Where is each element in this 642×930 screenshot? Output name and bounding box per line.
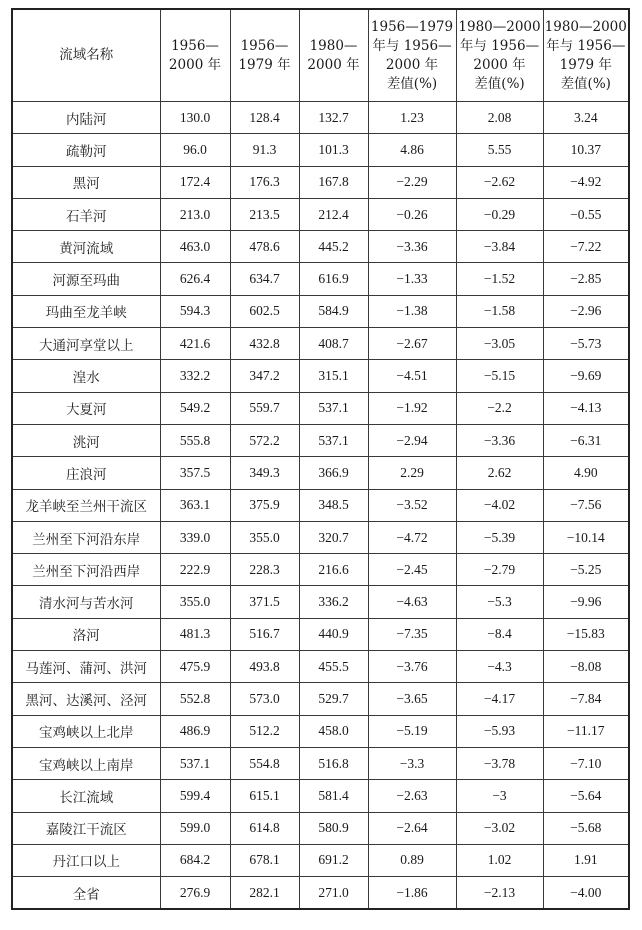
- value-cell: 432.8: [230, 328, 299, 360]
- header-line: 1956—: [240, 37, 289, 54]
- value-cell: 176.3: [230, 166, 299, 198]
- value-cell: 167.8: [299, 166, 368, 198]
- value-cell: 493.8: [230, 651, 299, 683]
- value-cell: 2.29: [368, 457, 456, 489]
- basin-name-cell: 湟水: [12, 360, 160, 392]
- value-cell: 4.90: [543, 457, 629, 489]
- basin-name-cell: 疏勒河: [12, 134, 160, 166]
- value-cell: −4.00: [543, 877, 629, 910]
- header-line: 1980—: [309, 37, 358, 54]
- value-cell: −1.33: [368, 263, 456, 295]
- value-cell: 463.0: [160, 231, 230, 263]
- value-cell: −4.72: [368, 521, 456, 553]
- value-cell: −3.36: [456, 424, 543, 456]
- value-cell: −3.84: [456, 231, 543, 263]
- value-cell: −9.96: [543, 586, 629, 618]
- value-cell: −2.64: [368, 812, 456, 844]
- value-cell: 128.4: [230, 102, 299, 134]
- table-row: [12, 618, 629, 650]
- basin-name-cell: 马莲河、蒲河、洪河: [12, 651, 160, 683]
- value-cell: 626.4: [160, 263, 230, 295]
- value-cell: −2.63: [368, 780, 456, 812]
- value-cell: −2.2: [456, 392, 543, 424]
- value-cell: 602.5: [230, 295, 299, 327]
- basin-name-cell: 兰州至下河沿东岸: [12, 521, 160, 553]
- value-cell: −8.4: [456, 618, 543, 650]
- value-cell: 581.4: [299, 780, 368, 812]
- value-cell: −5.68: [543, 812, 629, 844]
- value-cell: 440.9: [299, 618, 368, 650]
- basin-name-cell: 洛河: [12, 618, 160, 650]
- value-cell: 96.0: [160, 134, 230, 166]
- table-row: [12, 877, 629, 910]
- basin-name-cell: 宝鸡峡以上南岸: [12, 747, 160, 779]
- value-cell: −5.73: [543, 328, 629, 360]
- value-cell: −5.93: [456, 715, 543, 747]
- value-cell: 594.3: [160, 295, 230, 327]
- value-cell: 228.3: [230, 554, 299, 586]
- table-row: [12, 295, 629, 327]
- value-cell: −5.39: [456, 521, 543, 553]
- value-cell: 512.2: [230, 715, 299, 747]
- value-cell: 357.5: [160, 457, 230, 489]
- header-line: 1979 年: [559, 56, 612, 73]
- basin-name-cell: 清水河与苦水河: [12, 586, 160, 618]
- value-cell: 486.9: [160, 715, 230, 747]
- value-cell: 0.89: [368, 844, 456, 876]
- header-line: 1980—2000: [458, 18, 541, 35]
- value-cell: −3.78: [456, 747, 543, 779]
- table-row: [12, 198, 629, 230]
- basin-name-cell: 兰州至下河沿西岸: [12, 554, 160, 586]
- value-cell: −0.55: [543, 198, 629, 230]
- value-cell: −15.83: [543, 618, 629, 650]
- value-cell: 371.5: [230, 586, 299, 618]
- table-row: [12, 747, 629, 779]
- value-cell: 332.2: [160, 360, 230, 392]
- value-cell: 516.8: [299, 747, 368, 779]
- value-cell: −7.35: [368, 618, 456, 650]
- value-cell: 339.0: [160, 521, 230, 553]
- table-row: [12, 392, 629, 424]
- value-cell: −7.10: [543, 747, 629, 779]
- header-line: 差值(%): [386, 75, 438, 92]
- value-cell: −3.36: [368, 231, 456, 263]
- header-line: 年与 1956—: [459, 37, 540, 54]
- value-cell: −9.69: [543, 360, 629, 392]
- table-row: [12, 812, 629, 844]
- value-cell: 478.6: [230, 231, 299, 263]
- value-cell: 355.0: [160, 586, 230, 618]
- basin-name-cell: 龙羊峡至兰州干流区: [12, 489, 160, 521]
- value-cell: 172.4: [160, 166, 230, 198]
- table-row: [12, 489, 629, 521]
- header-line: 流域名称: [59, 47, 114, 63]
- column-header: [160, 9, 230, 102]
- table-row: [12, 554, 629, 586]
- value-cell: −2.29: [368, 166, 456, 198]
- value-cell: −4.63: [368, 586, 456, 618]
- basin-name-cell: 庄浪河: [12, 457, 160, 489]
- basin-name-cell: 丹江口以上: [12, 844, 160, 876]
- basin-name-cell: 大夏河: [12, 392, 160, 424]
- value-cell: −5.3: [456, 586, 543, 618]
- value-cell: 222.9: [160, 554, 230, 586]
- basin-name-cell: 黄河流域: [12, 231, 160, 263]
- value-cell: −2.94: [368, 424, 456, 456]
- value-cell: −2.62: [456, 166, 543, 198]
- value-cell: 614.8: [230, 812, 299, 844]
- value-cell: −1.92: [368, 392, 456, 424]
- value-cell: −1.86: [368, 877, 456, 910]
- value-cell: 1.02: [456, 844, 543, 876]
- precipitation-table: [11, 8, 630, 910]
- value-cell: 91.3: [230, 134, 299, 166]
- header-line: 年与 1956—: [372, 37, 452, 54]
- value-cell: 1.91: [543, 844, 629, 876]
- value-cell: 615.1: [230, 780, 299, 812]
- basin-name-cell: 洮河: [12, 424, 160, 456]
- header-line: 2000 年: [168, 56, 222, 73]
- value-cell: 458.0: [299, 715, 368, 747]
- value-cell: 216.6: [299, 554, 368, 586]
- basin-name-cell: 全省: [12, 877, 160, 910]
- table-row: [12, 134, 629, 166]
- value-cell: 554.8: [230, 747, 299, 779]
- column-header: [368, 9, 456, 102]
- table-row: [12, 521, 629, 553]
- basin-name-cell: 大通河享堂以上: [12, 328, 160, 360]
- value-cell: 445.2: [299, 231, 368, 263]
- value-cell: 349.3: [230, 457, 299, 489]
- value-cell: −2.85: [543, 263, 629, 295]
- value-cell: 2.08: [456, 102, 543, 134]
- table-row: [12, 328, 629, 360]
- value-cell: 616.9: [299, 263, 368, 295]
- value-cell: 475.9: [160, 651, 230, 683]
- value-cell: −5.64: [543, 780, 629, 812]
- table-row: [12, 231, 629, 263]
- value-cell: 549.2: [160, 392, 230, 424]
- basin-name-cell: 黑河、达溪河、泾河: [12, 683, 160, 715]
- header-line: 差值(%): [474, 75, 525, 92]
- table-row: [12, 263, 629, 295]
- column-header: [456, 9, 543, 102]
- value-cell: 132.7: [299, 102, 368, 134]
- value-cell: −0.29: [456, 198, 543, 230]
- value-cell: 1.23: [368, 102, 456, 134]
- value-cell: 408.7: [299, 328, 368, 360]
- header-line: 2000 年: [307, 56, 360, 73]
- table-row: [12, 360, 629, 392]
- value-cell: 5.55: [456, 134, 543, 166]
- table-row: [12, 780, 629, 812]
- value-cell: 366.9: [299, 457, 368, 489]
- value-cell: −2.79: [456, 554, 543, 586]
- value-cell: 529.7: [299, 683, 368, 715]
- value-cell: 348.5: [299, 489, 368, 521]
- value-cell: −8.08: [543, 651, 629, 683]
- value-cell: 552.8: [160, 683, 230, 715]
- value-cell: −4.51: [368, 360, 456, 392]
- header-line: 差值(%): [560, 75, 611, 92]
- value-cell: 276.9: [160, 877, 230, 910]
- value-cell: 678.1: [230, 844, 299, 876]
- value-cell: −7.56: [543, 489, 629, 521]
- value-cell: 363.1: [160, 489, 230, 521]
- table-row: [12, 651, 629, 683]
- value-cell: −5.15: [456, 360, 543, 392]
- value-cell: −1.58: [456, 295, 543, 327]
- value-cell: −3.52: [368, 489, 456, 521]
- value-cell: 555.8: [160, 424, 230, 456]
- value-cell: −0.26: [368, 198, 456, 230]
- table-row: [12, 102, 629, 134]
- header-line: 1980—2000: [544, 18, 627, 35]
- value-cell: 3.24: [543, 102, 629, 134]
- header-row: [12, 9, 629, 102]
- table-row: [12, 586, 629, 618]
- basin-name-cell: 玛曲至龙羊峡: [12, 295, 160, 327]
- value-cell: 691.2: [299, 844, 368, 876]
- basin-name-cell: 石羊河: [12, 198, 160, 230]
- column-header: [230, 9, 299, 102]
- value-cell: −7.84: [543, 683, 629, 715]
- value-cell: −4.13: [543, 392, 629, 424]
- value-cell: −11.17: [543, 715, 629, 747]
- column-header: [543, 9, 629, 102]
- value-cell: −4.17: [456, 683, 543, 715]
- value-cell: −2.96: [543, 295, 629, 327]
- value-cell: 584.9: [299, 295, 368, 327]
- value-cell: −2.67: [368, 328, 456, 360]
- basin-name-cell: 嘉陵江干流区: [12, 812, 160, 844]
- column-header: [299, 9, 368, 102]
- value-cell: 537.1: [160, 747, 230, 779]
- table-row: [12, 457, 629, 489]
- value-cell: 4.86: [368, 134, 456, 166]
- value-cell: −3: [456, 780, 543, 812]
- value-cell: 271.0: [299, 877, 368, 910]
- value-cell: 421.6: [160, 328, 230, 360]
- value-cell: 355.0: [230, 521, 299, 553]
- value-cell: 537.1: [299, 392, 368, 424]
- value-cell: −4.02: [456, 489, 543, 521]
- basin-name-cell: 长江流域: [12, 780, 160, 812]
- header-line: 2000 年: [385, 56, 439, 73]
- value-cell: 634.7: [230, 263, 299, 295]
- value-cell: 347.2: [230, 360, 299, 392]
- header-line: 1956—1979: [370, 18, 454, 35]
- header-line: 2000 年: [473, 56, 526, 73]
- value-cell: 537.1: [299, 424, 368, 456]
- value-cell: 213.5: [230, 198, 299, 230]
- value-cell: −2.45: [368, 554, 456, 586]
- value-cell: 2.62: [456, 457, 543, 489]
- basin-name-cell: 河源至玛曲: [12, 263, 160, 295]
- header-line: 1956—: [171, 37, 219, 54]
- table-body: [12, 102, 629, 910]
- value-cell: −3.3: [368, 747, 456, 779]
- value-cell: 580.9: [299, 812, 368, 844]
- basin-name-cell: 宝鸡峡以上北岸: [12, 715, 160, 747]
- value-cell: −1.52: [456, 263, 543, 295]
- basin-name-cell: 黑河: [12, 166, 160, 198]
- value-cell: −6.31: [543, 424, 629, 456]
- value-cell: −3.02: [456, 812, 543, 844]
- table-row: [12, 844, 629, 876]
- value-cell: −7.22: [543, 231, 629, 263]
- value-cell: −5.25: [543, 554, 629, 586]
- value-cell: 336.2: [299, 586, 368, 618]
- value-cell: 130.0: [160, 102, 230, 134]
- value-cell: −10.14: [543, 521, 629, 553]
- value-cell: 212.4: [299, 198, 368, 230]
- value-cell: −3.05: [456, 328, 543, 360]
- value-cell: 516.7: [230, 618, 299, 650]
- value-cell: −1.38: [368, 295, 456, 327]
- header-basin-name: [12, 9, 160, 102]
- table-row: [12, 166, 629, 198]
- value-cell: −3.65: [368, 683, 456, 715]
- value-cell: 684.2: [160, 844, 230, 876]
- value-cell: 455.5: [299, 651, 368, 683]
- table-wrapper: [11, 8, 630, 910]
- value-cell: 599.0: [160, 812, 230, 844]
- value-cell: 481.3: [160, 618, 230, 650]
- value-cell: −2.13: [456, 877, 543, 910]
- value-cell: −5.19: [368, 715, 456, 747]
- header-line: 年与 1956—: [546, 37, 626, 54]
- value-cell: 213.0: [160, 198, 230, 230]
- value-cell: 10.37: [543, 134, 629, 166]
- value-cell: 599.4: [160, 780, 230, 812]
- value-cell: 320.7: [299, 521, 368, 553]
- table-row: [12, 424, 629, 456]
- value-cell: 559.7: [230, 392, 299, 424]
- basin-name-cell: 内陆河: [12, 102, 160, 134]
- value-cell: 375.9: [230, 489, 299, 521]
- table-row: [12, 683, 629, 715]
- value-cell: 573.0: [230, 683, 299, 715]
- value-cell: 282.1: [230, 877, 299, 910]
- value-cell: −3.76: [368, 651, 456, 683]
- value-cell: 101.3: [299, 134, 368, 166]
- value-cell: −4.3: [456, 651, 543, 683]
- value-cell: −4.92: [543, 166, 629, 198]
- table-row: [12, 715, 629, 747]
- value-cell: 572.2: [230, 424, 299, 456]
- value-cell: 315.1: [299, 360, 368, 392]
- header-line: 1979 年: [238, 56, 291, 73]
